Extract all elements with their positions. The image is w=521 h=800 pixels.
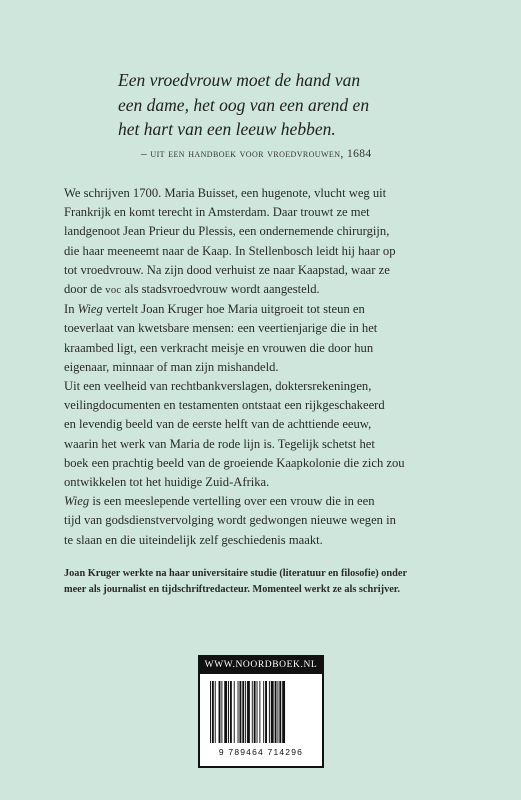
blurb-line: In Wieg vertelt Joan Kruger hoe Maria uitgroeit tot steun en [64,302,365,317]
barcode-bar [254,681,256,743]
barcode-panel [198,655,324,768]
barcode-bar [269,681,270,743]
quote-line: Een vroedvrouw moet de hand van [118,70,361,90]
blurb-line: veilingdocumenten en testamenten ontstaat een rijkgeschakeerd [64,398,385,413]
isbn-number: 9 789464 714296 [218,747,304,757]
blurb-line: toeverlaat van kwetsbare mensen: een veertienjarige die in het [64,321,378,336]
blurb-line: eigenaar, minnaar of man zijn mishandeld. [64,359,279,374]
blurb-line: die haar meeneemt naar de Kaap. In Stellenbosch leidt hij haar op [64,243,396,258]
publisher-url: WWW.NOORDBOEK.NL [200,657,322,674]
barcode-bar [265,681,267,743]
barcode-bar [210,681,211,743]
barcode-bar [275,681,277,743]
blurb-line: tot vroedvrouw. Na zijn dood verhuist ze naar Kaapstad, waar ze [64,262,390,277]
barcode-bar [212,681,214,743]
barcode-bar [221,681,222,743]
barcode-bar [239,681,241,743]
barcode-bar [238,681,239,743]
bio-line: meer als journalist en tijdschriftredacteur. Momenteel werkt ze als schrijver. [64,584,400,595]
barcode-bar [245,681,246,743]
blurb-line: kraambed ligt, een verkracht meisje en vrouwen die door hun [64,340,374,355]
barcode-bar [242,681,244,743]
quote-line: het hart van een leeuw hebben. [118,119,336,139]
barcode-bar [234,681,235,743]
title-wieg: Wieg [77,302,103,317]
blurb-line: boek een prachtig beeld van de groeiende Kaapkolonie die zich zou [64,455,405,470]
barcode-bar [282,681,285,743]
blurb-line: Frankrijk en komt terecht in Amsterdam. Daar trouwt ze met [64,205,370,220]
voc-abbrev: voc [105,285,122,297]
blurb-line: Wieg is een meeslepende vertelling over een vrouw die in een [64,494,375,509]
blurb-line: te slaan en die uiteindelijk zelf geschiedenis maakt. [64,532,323,547]
barcode-icon [210,681,314,743]
barcode-bar [230,681,232,743]
quote-source-text: – uit een handboek voor vroedvrouwen, 1684 [141,148,372,160]
blurb-line: ontwikkelen tot het huidige Zuid-Afrika. [64,475,270,490]
quote-line: een dame, het oog van een arend en [118,94,370,115]
blurb-line: Uit een veelheid van rechtbankverslagen, doktersrekeningen, [64,379,372,394]
barcode-bar [279,681,281,743]
barcode-bar [247,681,250,743]
quote-source [141,148,372,160]
epigraph-quote [118,68,448,142]
blurb-line: We schrijven 1700. Maria Buisset, een hugenote, vlucht weg uit [64,186,387,200]
barcode-bar [228,681,229,743]
author-bio [64,566,474,598]
barcode-bar [215,681,216,743]
blurb-line: door de voc als stadsvroedvrouw wordt aangesteld. [64,282,320,297]
bio-line: Joan Kruger werkte na haar universitaire studie (literatuur en filosofie) onder [64,568,408,579]
blurb-line: waarin het werk van Maria de rode lijn is. Tegelijk schetst het [64,436,375,451]
barcode-bar [252,681,253,743]
blurb [64,184,464,550]
blurb-line: tijd van godsdienstvervolging wordt gedwongen nieuwe wegen in [64,513,396,528]
blurb-line: landgenoot Jean Prieur du Plessis, een ondernemende chirurgijn, [64,224,390,239]
barcode-bar [257,681,258,743]
barcode-bar [219,681,221,743]
blurb-line: en levendig beeld van de eerste helft van de achttiende eeuw, [64,417,372,432]
barcode-bar [277,681,278,743]
barcode-bar [259,681,260,743]
title-wieg: Wieg [64,494,90,509]
barcode-bar [224,681,227,743]
barcode-bar [263,681,264,743]
barcode-bar [271,681,274,743]
